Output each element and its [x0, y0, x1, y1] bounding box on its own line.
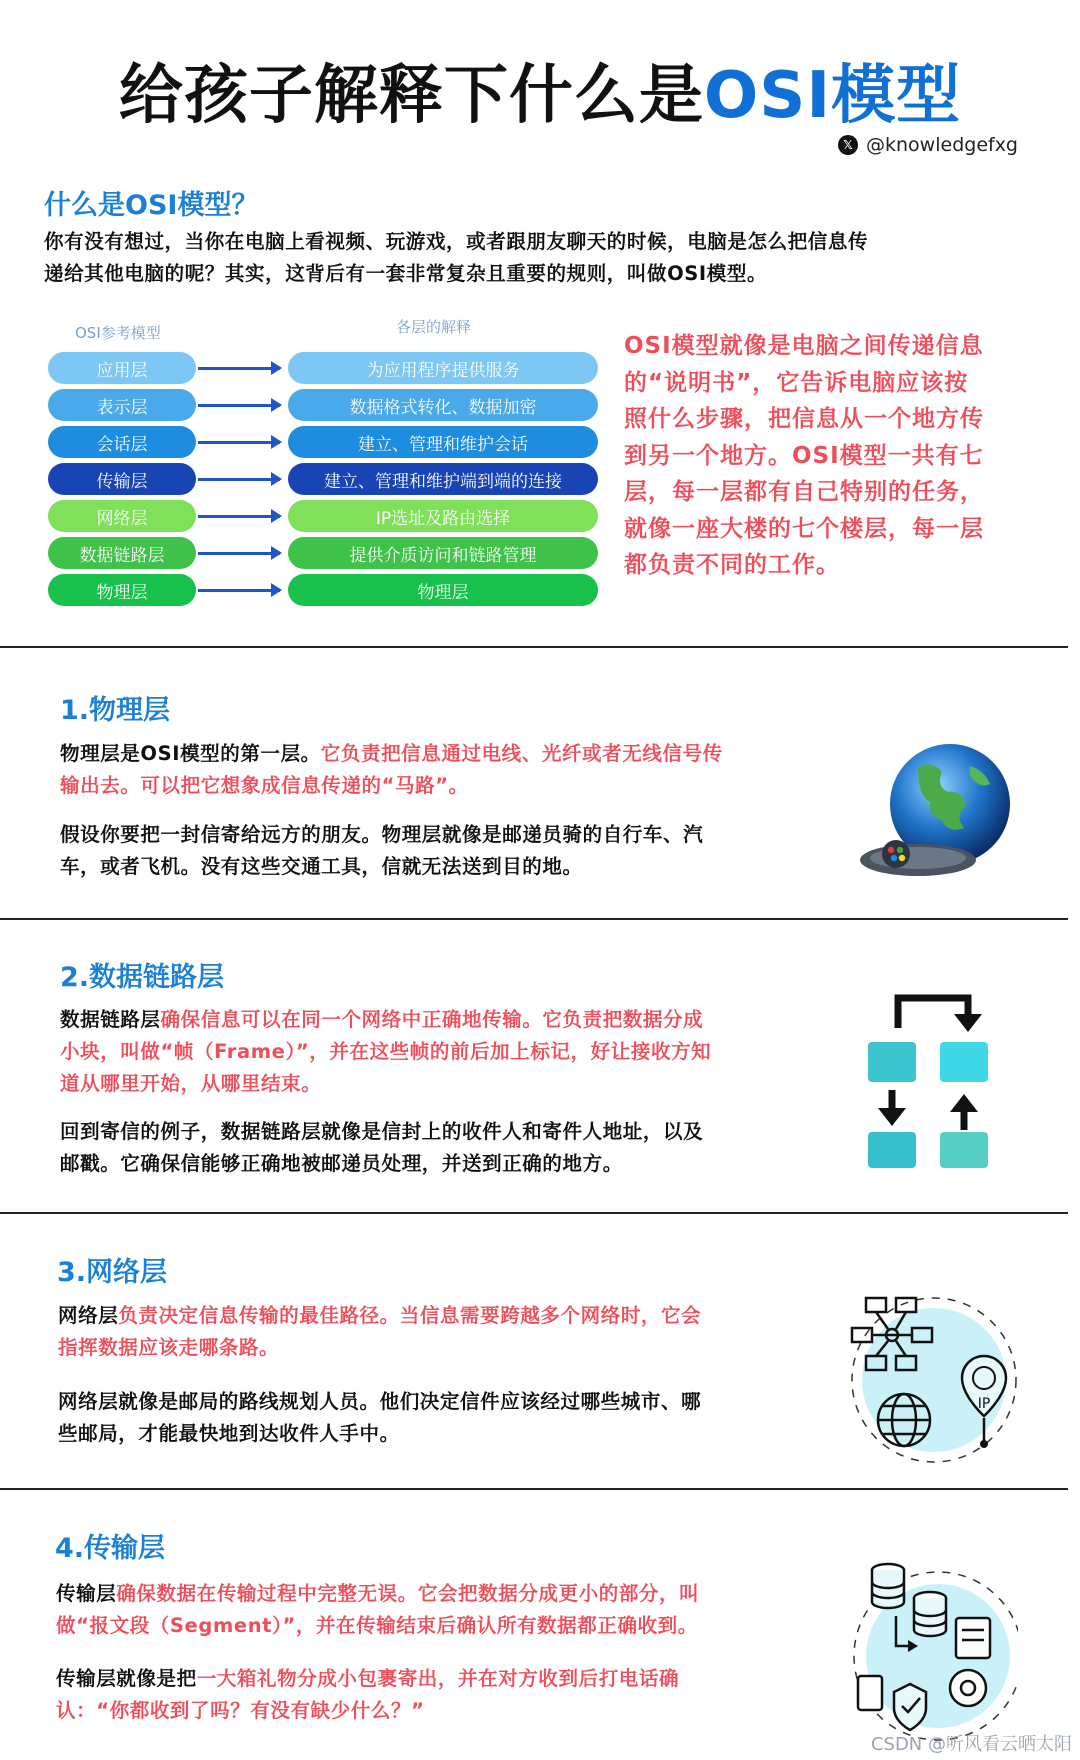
physical-layer-heading: 1.物理层: [60, 695, 171, 726]
osi-layer-pill: 表示层: [48, 389, 196, 421]
p2-red: 认：“你都收到了吗？有没有缺少什么？”: [56, 1699, 425, 1722]
p1-red: 小块，叫做“帧（Frame）”，并在这些帧的前后加上标记，好让接收方知: [60, 1040, 712, 1063]
p1-black: 网络层: [58, 1304, 119, 1327]
osi-layer-description: 提供介质访问和链路管理: [288, 537, 598, 569]
osi-layer-description: 数据格式转化、数据加密: [288, 389, 598, 421]
osi-layer-pill: 会话层: [48, 426, 196, 458]
p1-red: 做“报文段（Segment）”，并在传输结束后确认所有数据都正确收到。: [56, 1614, 698, 1637]
physical-layer-p1: [60, 738, 820, 802]
diagram-right-label: 各层的解释: [396, 318, 472, 336]
p1-red: 输出去。可以把它想象成信息传递的“马路”。: [60, 774, 469, 797]
arrow-right-icon: [198, 367, 280, 370]
arrow-right-icon: [198, 478, 280, 481]
transport-layer-heading: 4.传输层: [55, 1533, 166, 1564]
arrow-right-icon: [198, 552, 280, 555]
title-main: 给孩子解释下什么是: [118, 59, 704, 133]
note-line: 到另一个地方。OSI模型一共有七: [624, 442, 984, 469]
watermark: CSDN @听风看云晒太阳: [870, 1734, 1072, 1755]
physical-layer-p2: [60, 819, 820, 883]
note-line: 的“说明书”，它告诉电脑应该按: [624, 369, 969, 396]
network-layer-heading: 3.网络层: [57, 1257, 168, 1288]
p1-red: 它负责把信息通过电线、光纤或者无线信号传: [320, 742, 723, 765]
author-handle[interactable]: [838, 134, 1018, 156]
p1-black: 传输层: [56, 1582, 117, 1605]
transport-layer-p1: [56, 1578, 816, 1642]
transport-layer-p2: [56, 1663, 816, 1727]
data-link-layer-p1: [60, 1004, 820, 1100]
p2-red: 一大箱礼物分成小包裹寄出，并在对方收到后打电话确: [196, 1667, 680, 1690]
osi-note: [624, 328, 1020, 584]
section-divider: [0, 1212, 1068, 1214]
note-line: OSI模型就像是电脑之间传递信息: [624, 333, 984, 359]
diagram-left-label: OSI参考模型: [75, 324, 161, 342]
p1-red: 确保信息可以在同一个网络中正确地传输。它负责把数据分成: [160, 1008, 704, 1031]
osi-layer-description: 建立、管理和维护会话: [288, 426, 598, 458]
section-divider: [0, 1488, 1068, 1490]
intro-paragraph: [44, 226, 1044, 290]
page-title: [0, 44, 1080, 136]
section-divider: [0, 918, 1068, 920]
network-layer-p1: [58, 1300, 818, 1364]
osi-layer-description: IP选址及路由选择: [288, 500, 598, 532]
p1-black: 物理层是OSI模型的第一层。: [60, 742, 321, 765]
arrow-right-icon: [198, 441, 280, 444]
p2-black: 传输层就像是把: [56, 1667, 197, 1690]
p2-line: 网络层就像是邮局的路线规划人员。他们决定信件应该经过哪些城市、哪: [58, 1390, 702, 1413]
frame-blocks-icon: [858, 990, 998, 1174]
arrow-right-icon: [198, 404, 280, 407]
p2-line: 回到寄信的例子，数据链路层就像是信封上的收件人和寄件人地址，以及: [60, 1120, 704, 1143]
osi-layer-pill: 数据链路层: [48, 537, 196, 569]
osi-layer-description: 为应用程序提供服务: [288, 352, 598, 384]
osi-layer-description: 物理层: [288, 574, 598, 606]
intro-line-2: 递给其他电脑的呢？其实，这背后有一套非常复杂且重要的规则，叫做OSI模型。: [44, 262, 768, 285]
globe-cable-icon: [858, 738, 1018, 892]
p1-red: 负责决定信息传输的最佳路径。当信息需要跨越多个网络时，它会: [118, 1304, 702, 1327]
arrow-right-icon: [198, 515, 280, 518]
ip-label: IP: [977, 1396, 991, 1412]
title-accent: OSI模型: [703, 59, 962, 133]
network-route-icon: [838, 1284, 1018, 1468]
handle-text: @knowledgefxg: [866, 134, 1018, 156]
p2-line: 车，或者飞机。没有这些交通工具，信就无法送到目的地。: [60, 855, 583, 878]
osi-layer-pill: 网络层: [48, 500, 196, 532]
database-transfer-icon: [838, 1556, 1018, 1750]
data-link-layer-heading: 2.数据链路层: [60, 962, 225, 993]
note-line: 就像一座大楼的七个楼层，每一层: [624, 515, 984, 542]
note-line: 照什么步骤，把信息从一个地方传: [624, 406, 984, 432]
network-layer-p2: [58, 1386, 818, 1450]
osi-layer-pill: 传输层: [48, 463, 196, 495]
p2-line: 邮戳。它确保信能够正确地被邮递员处理，并送到正确的地方。: [60, 1152, 623, 1175]
section-divider: [0, 646, 1068, 648]
p1-red: 确保数据在传输过程中完整无误。它会把数据分成更小的部分，叫: [116, 1582, 700, 1605]
p2-line: 假设你要把一封信寄给远方的朋友。物理层就像是邮递员骑的自行车、汽: [60, 823, 704, 846]
note-line: 层，每一层都有自己特别的任务，: [624, 479, 984, 505]
p1-black: 数据链路层: [60, 1008, 161, 1031]
osi-layer-pill: 应用层: [48, 352, 196, 384]
x-logo-icon: 𝕏: [838, 135, 858, 155]
osi-layer-description: 建立、管理和维护端到端的连接: [288, 463, 598, 495]
note-line: 都负责不同的工作。: [624, 552, 840, 578]
osi-layer-pill: 物理层: [48, 574, 196, 606]
arrow-right-icon: [198, 589, 280, 592]
intro-heading: 什么是OSI模型？: [44, 190, 259, 221]
p1-red: 指挥数据应该走哪条路。: [58, 1336, 280, 1359]
data-link-layer-p2: [60, 1116, 820, 1180]
p2-line: 些邮局，才能最快地到达收件人手中。: [58, 1422, 400, 1445]
intro-line-1: 你有没有想过，当你在电脑上看视频、玩游戏，或者跟朋友聊天的时候，电脑是怎么把信息传: [44, 230, 869, 253]
p1-red: 道从哪里开始，从哪里结束。: [60, 1072, 322, 1095]
